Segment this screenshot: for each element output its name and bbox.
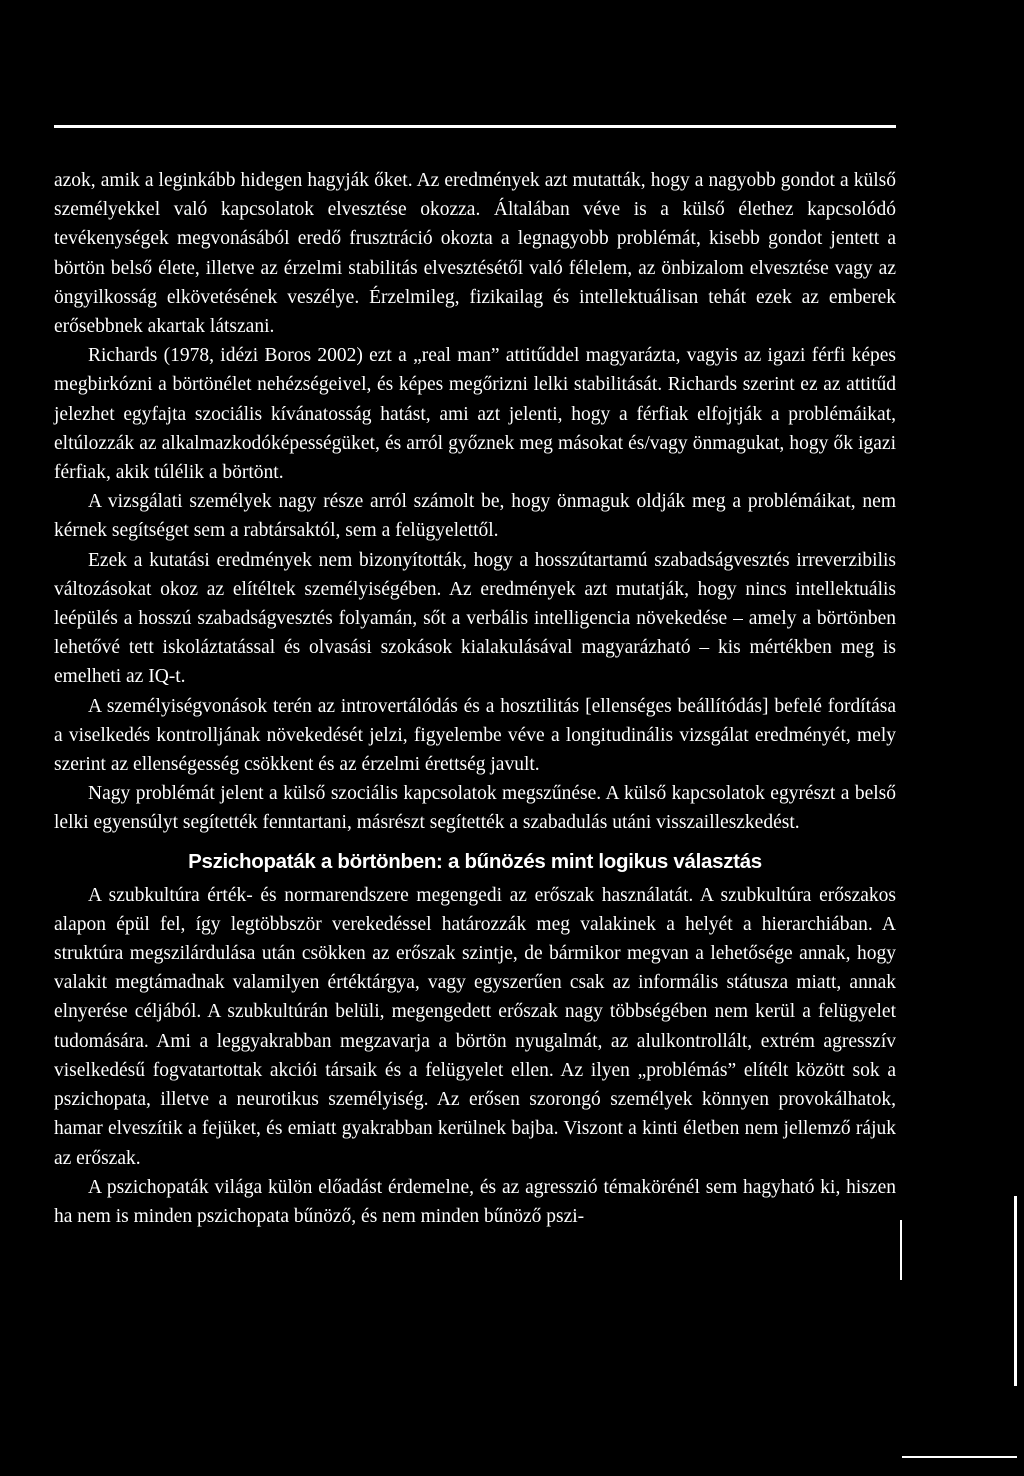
- top-rule: [54, 125, 896, 128]
- margin-mark: [900, 1220, 902, 1280]
- paragraph-research-results: Ezek a kutatási eredmények nem bizonyították, hogy a hosszútartamú szabadságvesztés irreverzibilis változásokat okoz az elítéltek személyiségében. Az eredmények azt mutatják, hogy nincs intellektuális leépülés a hosszú szabadságvesztés folyamán, sőt a verbális intelligencia növekedése – amely a börtönben lehetővé tett iskoláztatással és olvasási szokások kialakulásával magyarázható – kis mértékben meg is emelheti az IQ-t.: [54, 549, 896, 688]
- paragraph-subculture: A szubkultúra érték- és normarendszere megengedi az erőszak használatát. A szubkultúra erőszakos alapon épül fel, így legtöbbször verekedéssel határozzák meg valakinek a helyét a hierarchiában. A struktúra megszilárdulása után csökken az erőszak szintje, de bármikor megvan a lehetősége annak, hogy valakit megtámadnak valamilyen értéktárgya, vagy egyszerűen csak az informális státusza miatt, annak elnyerése céljából. A szubkultúrán belüli, megengedett erőszak nagy többségében nem kerül a felügyelet tudomására. Ami a leggyakrabban megzavarja a börtön nyugalmát, az alulkontrollált, extrém agresszív viselkedésű fogvatartottak akciói társaik és a felügyelet ellen. Az ilyen „problémás” elítélt között sok a pszichopata, illetve a neurotikus személyiség. Az erősen szorongó személyek könnyen provokálhatok, hamar elveszítik a fejüket, és emiatt gyakrabban kerülnek bajba. Viszont a kinti életben nem jellemző rájuk az erőszak.: [54, 884, 896, 1169]
- paragraph-richards: Richards (1978, idézi Boros 2002) ezt a „real man” attitűddel magyarázta, vagyis az igazi férfi képes megbirkózni a börtönélet nehézségeivel, és képes megőrizni lelki stabilitását. Richards szerint ez az attitűd jelezhet egyfajta szociális kívánatosság hatást, ami azt jelenti, hogy a férfiak elfojtják a problémáikat, eltúlozzák az alkalmazkodóképességüket, és arról győznek meg másokat és/vagy önmagukat, hogy ők igazi férfiak, akik túlélik a börtönt.: [54, 345, 896, 484]
- section-heading: Pszichopaták a börtönben: a bűnözés mint logikus választás: [188, 849, 762, 873]
- paragraph-psychopaths: A pszichopaták világa külön előadást érdemelne, és az agresszió témakörénél sem hagyható ki, hiszen ha nem is minden pszichopata bűnöző, és nem minden bűnöző pszi-: [54, 1176, 896, 1227]
- paragraph-continuation: azok, amik a leginkább hidegen hagyják őket. Az eredmények azt mutatták, hogy a nagyobb gondot a külső személyekkel való kapcsolatok elvesztése okozza. Általában véve is a külső élethez kapcsolódó tevékenységek megvonásából eredő frusztráció okozta a legnagyobb problémát, kisebb gondot jentett a börtön belső élete, illetve az érzelmi stabilitás elvesztésétől való félelem, az önbizalom elvesztése vagy az öngyilkosság elkövetésének veszélye. Érzelmileg, fizikailag és intellektuálisan tehát ezek az emberek erősebbnek akartak látszani.: [54, 170, 896, 338]
- paragraph-self-help: A vizsgálati személyek nagy része arról számolt be, hogy önmaguk oldják meg a problémáikat, nem kérnek segítséget sem a rabtársaktól, sem a felügyelettől.: [54, 491, 896, 542]
- paragraph-personality-traits: A személyiségvonások terén az introvertálódás és a hosztilitás [ellenséges beállítódás] befelé fordítása a viselkedés kontrolljának növekedését jelzi, figyelembe véve a longitudinális vizsgálat eredményét, mely szerint az ellenségesség csökkent és az érzelmi érettség javult.: [54, 695, 896, 776]
- bottom-edge-line: [902, 1456, 1017, 1458]
- paragraph-social-contacts: Nagy problémát jelent a külső szociális kapcsolatok megszűnése. A külső kapcsolatok egyrészt a belső lelki egyensúlyt segítették fenntartani, másrészt segítették a szabadulás utáni visszailleszkedést.: [54, 783, 896, 834]
- document-body: [54, 166, 896, 1231]
- page-edge-bar: [1014, 1196, 1017, 1386]
